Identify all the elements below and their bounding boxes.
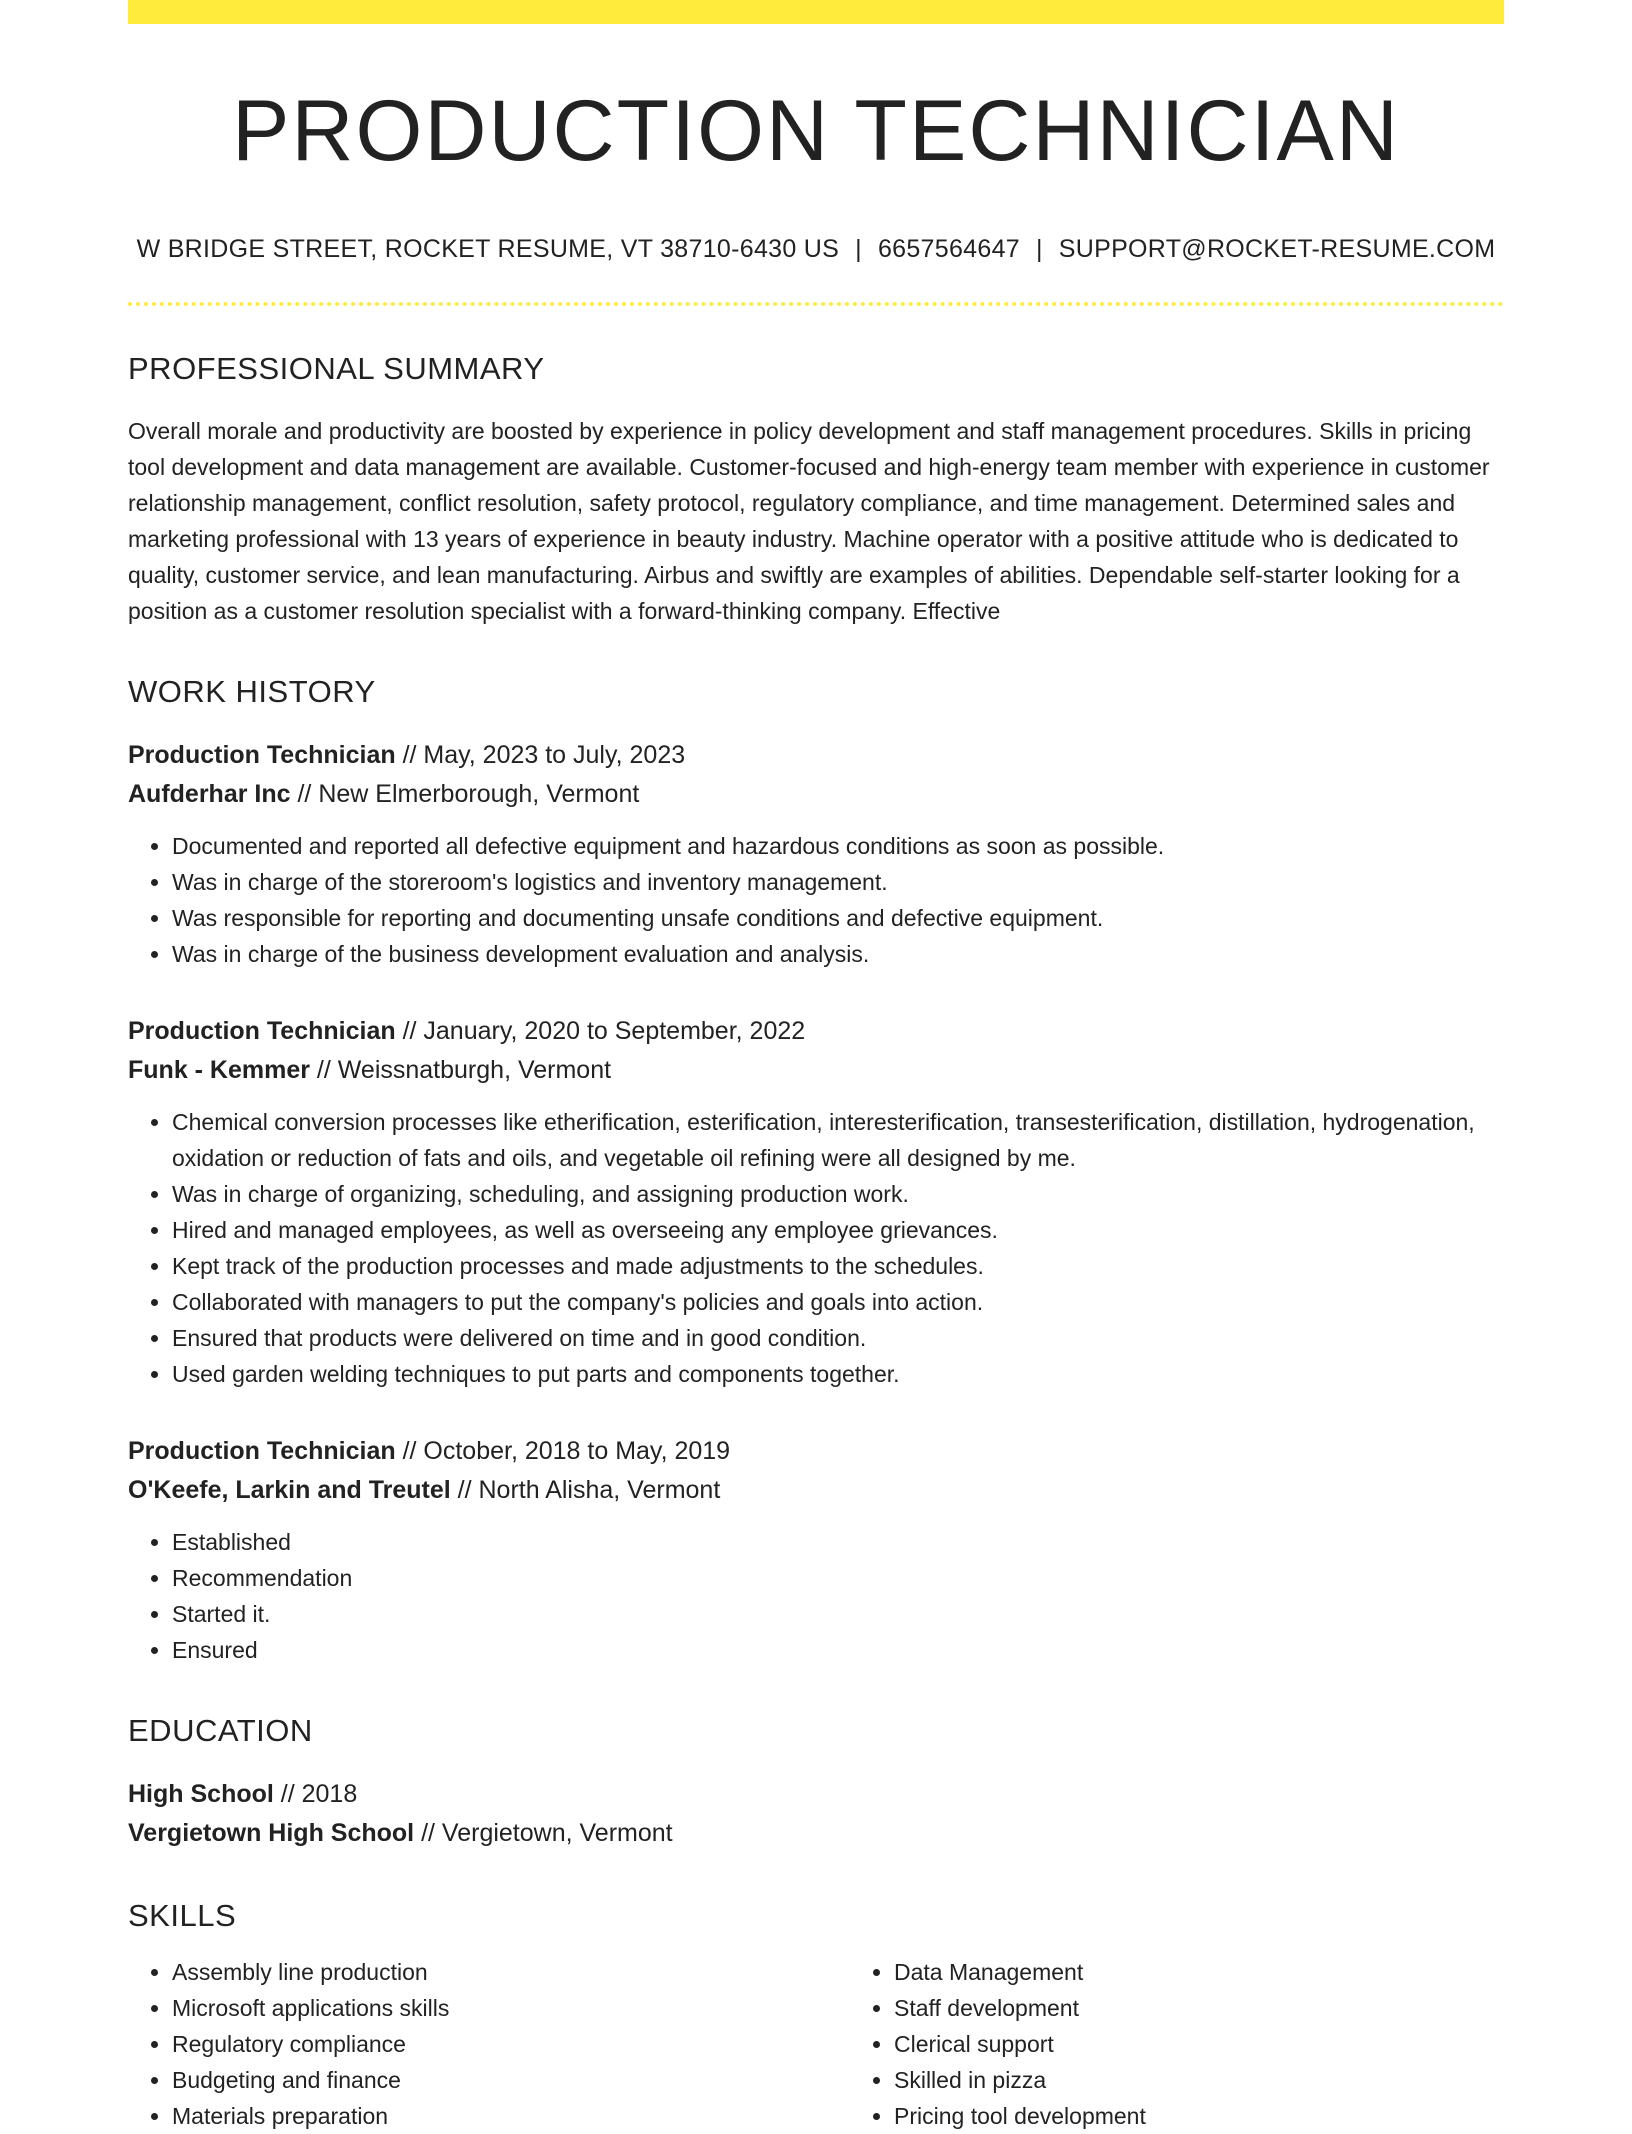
summary-heading: PROFESSIONAL SUMMARY xyxy=(128,350,545,386)
contact-separator: | xyxy=(1035,234,1043,263)
education-degree: High School xyxy=(128,1780,274,1809)
job-title-line xyxy=(128,1012,1504,1051)
skill-item: • Staff development xyxy=(894,1990,1572,2026)
job-company-line xyxy=(128,1051,1504,1090)
job-duty: • Started it. xyxy=(172,1596,1504,1632)
education-degree-line xyxy=(128,1775,1504,1814)
job-company: Aufderhar Inc xyxy=(128,779,291,808)
job-duty: • Was responsible for reporting and documenting unsafe conditions and defective equipment. xyxy=(172,900,1504,936)
job-dates: // October, 2018 to May, 2019 xyxy=(395,1436,731,1465)
phone: 6657564647 xyxy=(877,234,1020,263)
job-title-line xyxy=(128,1432,1504,1471)
skill-item: • Materials preparation xyxy=(172,2098,850,2134)
job-entry xyxy=(128,1432,1504,1668)
job-duty: • Hired and managed employees, as well as overseeing any employee grievances. xyxy=(172,1212,1504,1248)
education-school: Vergietown High School xyxy=(128,1819,415,1848)
job-duty: • Established xyxy=(172,1524,1504,1560)
job-location: // New Elmerborough, Vermont xyxy=(290,779,640,808)
job-duty: • Was in charge of organizing, scheduling, and assigning production work. xyxy=(172,1176,1504,1212)
job-duties-list xyxy=(128,1524,1504,1668)
job-duty: • Kept track of the production processes and made adjustments to the schedules. xyxy=(172,1248,1504,1284)
skill-item: • Assembly line production xyxy=(172,1954,850,1990)
job-company: O'Keefe, Larkin and Treutel xyxy=(128,1475,451,1504)
work-history-heading: WORK HISTORY xyxy=(128,673,376,709)
skill-item: • Microsoft applications skills xyxy=(172,1990,850,2026)
education-year: // 2018 xyxy=(273,1780,358,1809)
job-location: // Weissnatburgh, Vermont xyxy=(309,1055,612,1084)
dotted-divider xyxy=(128,302,1504,306)
email: SUPPORT@ROCKET-RESUME.COM xyxy=(1058,234,1496,263)
summary-text: Overall morale and productivity are boosted by experience in policy development and staff management procedures. Skills in pricing tool development and data management are available. Customer-focused and high-energy team member with experience in customer relationship management, conflict resolution, safety protocol, regulatory compliance, and time management. Determined sales and marketing professional with 13 years of experience in beauty industry. Machine operator with a positive attitude who is dedicated to quality, customer service, and lean manufacturing. Airbus and swiftly are examples of abilities. Dependable self-starter looking for a position as a customer resolution specialist with a forward-thinking company. Effective xyxy=(128,417,1490,624)
skill-item: • Skilled in pizza xyxy=(894,2062,1572,2098)
job-dates: // January, 2020 to September, 2022 xyxy=(395,1016,806,1045)
resume-name: PRODUCTION TECHNICIAN xyxy=(231,83,1401,179)
job-company: Funk - Kemmer xyxy=(128,1055,310,1084)
job-company-line xyxy=(128,775,1504,814)
resume-page xyxy=(128,0,1504,2134)
job-duty: • Was in charge of the storeroom's logistics and inventory management. xyxy=(172,864,1504,900)
education-heading: EDUCATION xyxy=(128,1712,313,1748)
job-entry xyxy=(128,1012,1504,1392)
job-title-line xyxy=(128,736,1504,775)
skills-list-left xyxy=(128,1954,850,2134)
job-location: // North Alisha, Vermont xyxy=(450,1475,721,1504)
skills-heading: SKILLS xyxy=(128,1898,237,1934)
skill-item: • Clerical support xyxy=(894,2026,1572,2062)
skill-item: • Budgeting and finance xyxy=(172,2062,850,2098)
contact-separator: | xyxy=(855,234,862,263)
skill-item: • Regulatory compliance xyxy=(172,2026,850,2062)
skill-item: • Pricing tool development xyxy=(894,2098,1572,2134)
job-duty: • Recommendation xyxy=(172,1560,1504,1596)
job-duties-list xyxy=(128,828,1504,972)
job-duty: • Used garden welding techniques to put parts and components together. xyxy=(172,1356,1504,1392)
job-company-line xyxy=(128,1471,1504,1510)
job-duty: • Ensured that products were delivered on time and in good condition. xyxy=(172,1320,1504,1356)
job-role: Production Technician xyxy=(128,1436,396,1465)
job-duty: • Was in charge of the business development evaluation and analysis. xyxy=(172,936,1504,972)
skill-item: • Data Management xyxy=(894,1954,1572,1990)
education-entry xyxy=(128,1775,1504,1853)
skills-columns xyxy=(128,1954,1504,2134)
accent-top-bar xyxy=(128,0,1504,24)
job-entry xyxy=(128,736,1504,972)
skills-list-right xyxy=(850,1954,1572,2134)
job-duties-list xyxy=(128,1104,1504,1392)
job-dates: // May, 2023 to July, 2023 xyxy=(395,740,686,769)
job-role: Production Technician xyxy=(128,1016,396,1045)
contact-line xyxy=(128,235,1504,264)
address: W BRIDGE STREET, ROCKET RESUME, VT 38710-6430 US xyxy=(136,234,840,263)
job-duty: • Collaborated with managers to put the company's policies and goals into action. xyxy=(172,1284,1504,1320)
education-school-line xyxy=(128,1814,1504,1853)
education-location: // Vergietown, Vermont xyxy=(414,1819,673,1848)
job-role: Production Technician xyxy=(128,740,396,769)
job-duty: • Chemical conversion processes like etherification, esterification, interesterification, transesterification, distillation, hydrogenation, oxidation or reduction of fats and oils, and vegetable oil refining were all designed by me. xyxy=(172,1104,1504,1176)
job-duty: • Documented and reported all defective equipment and hazardous conditions as soon as possible. xyxy=(172,828,1504,864)
job-duty: • Ensured xyxy=(172,1632,1504,1668)
